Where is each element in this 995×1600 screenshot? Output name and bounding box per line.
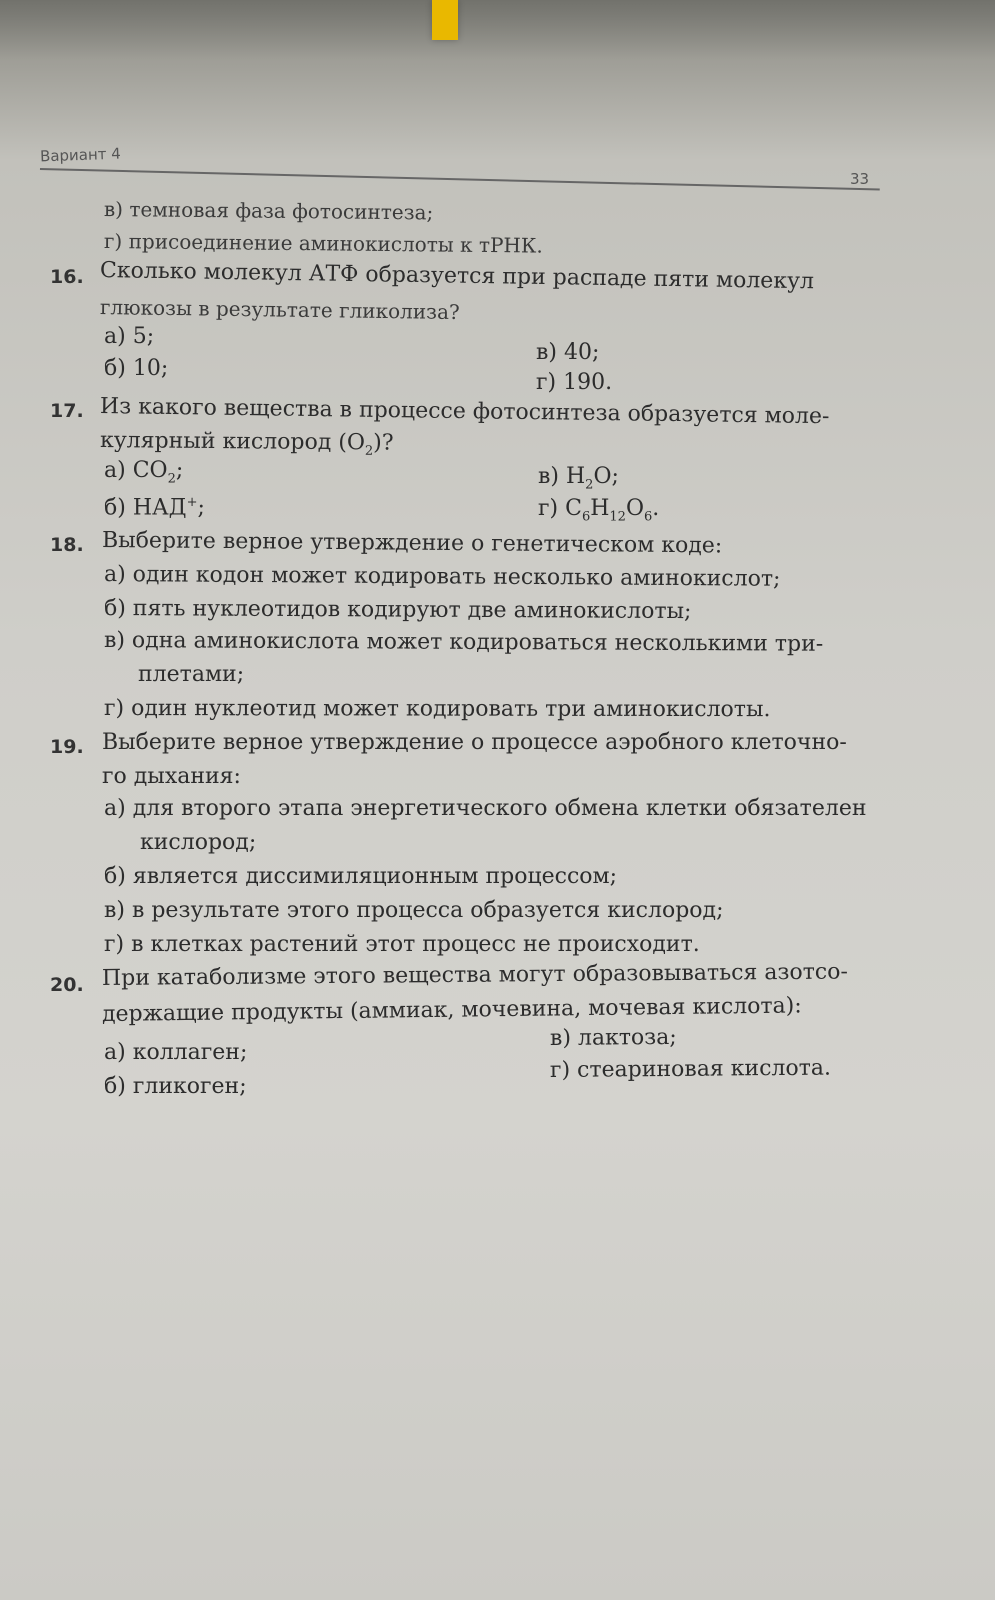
- q19-text-line1: Выберите верное утверждение о процессе аэробного клеточно-: [102, 730, 847, 755]
- q19-text-line2: го дыхания:: [102, 764, 241, 789]
- q16-option-a: а) 5;: [104, 324, 155, 349]
- header-rule: [40, 168, 880, 190]
- bookmark-ribbon: [432, 0, 458, 40]
- q17-option-b: б) НАД+;: [104, 495, 205, 521]
- question-number-16: 16.: [50, 266, 84, 288]
- page-number: 33: [850, 170, 870, 188]
- q20-option-g: г) стеариновая кислота.: [549, 1055, 832, 1083]
- q18-text-line1: Выберите верное утверждение о генетическом коде:: [101, 528, 723, 559]
- variant-header: Вариант 4: [39, 144, 122, 166]
- question-number-18: 18.: [50, 534, 84, 556]
- q20-text-line1: При катаболизме этого вещества могут образовываться азотсо-: [101, 959, 848, 991]
- q16-option-v: в) 40;: [536, 340, 600, 365]
- question-number-20: 20.: [50, 974, 84, 996]
- q17-option-g: г) $С_6Н_{12}О_6$.: [538, 496, 660, 525]
- q19-option-a-line1: а) для второго этапа энергетического обмена клетки обязателен: [104, 796, 867, 821]
- q20-option-b: б) гликоген;: [104, 1074, 247, 1099]
- q19-option-v: в) в результате этого процесса образуется кислород;: [104, 898, 724, 923]
- q17-option-v: в) $Н_2О$;: [538, 464, 619, 493]
- q20-text-line2: держащие продукты (аммиак, мочевина, мочевая кислота):: [101, 993, 802, 1027]
- question-number-19: 19.: [50, 736, 84, 758]
- q16-option-b: б) 10;: [104, 356, 169, 381]
- q18-option-a: а) один кодон может кодировать несколько аминокислот;: [103, 562, 781, 592]
- q16-option-g: г) 190.: [536, 370, 613, 395]
- q18-option-b: б) пять нуклеотидов кодируют две аминокислоты;: [103, 596, 692, 625]
- q16-text-line1: Сколько молекул АТФ образуется при распаде пяти молекул: [99, 258, 815, 295]
- q19-option-b: б) является диссимиляционным процессом;: [104, 864, 618, 889]
- prev-option-v: в) темновая фаза фотосинтеза;: [103, 197, 434, 225]
- q20-option-v: в) лактоза;: [549, 1024, 677, 1051]
- q20-option-a: а) коллаген;: [104, 1040, 248, 1065]
- q17-text-line1: Из какого вещества в процессе фотосинтеза образуется моле-: [99, 394, 830, 430]
- q16-text-line2: глюкозы в результате гликолиза?: [99, 295, 460, 325]
- q19-option-g: г) в клетках растений этот процесс не происходит.: [104, 932, 700, 957]
- prev-option-g: г) присоединение аминокислоты к тРНК.: [103, 229, 543, 258]
- q19-option-a-line2: кислород;: [140, 830, 257, 855]
- q17-option-a: а) $СО_2$;: [104, 458, 184, 487]
- page-shadow: [0, 0, 995, 60]
- q18-option-g: г) один нуклеотид может кодировать три аминокислоты.: [103, 696, 771, 723]
- q18-option-v-line1: в) одна аминокислота может кодироваться несколькими три-: [103, 628, 824, 657]
- q18-option-v-line2: плетами;: [138, 662, 245, 687]
- q17-text-line2: кулярный кислород $(О_2)$?: [99, 428, 394, 459]
- question-number-17: 17.: [50, 400, 84, 422]
